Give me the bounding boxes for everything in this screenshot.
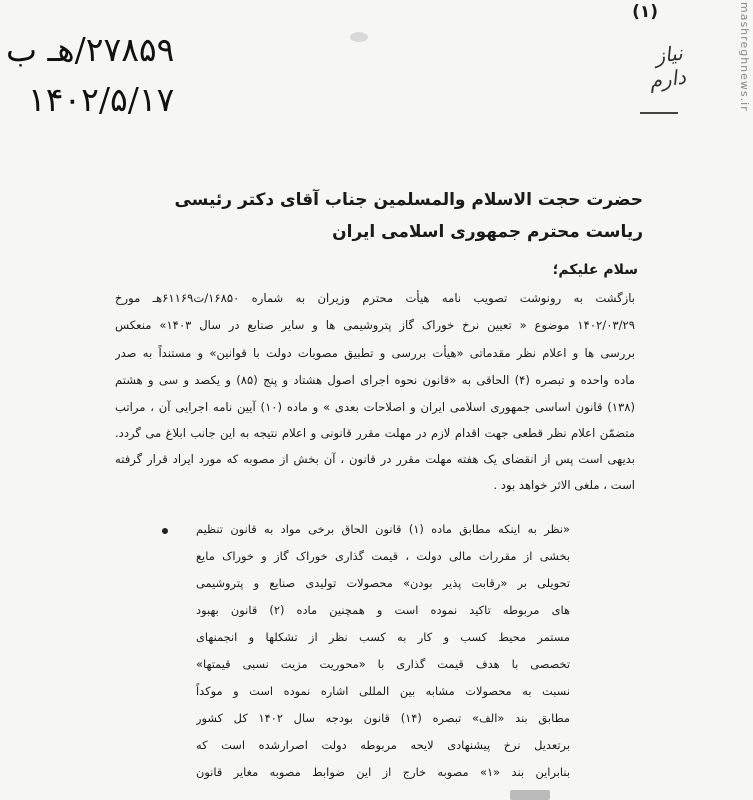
body-line: ۱۴۰۲/۰۳/۲۹ موضوع « تعیین نرخ خوراک گاز پتروشیمی ها و سایر صنایع در سال ۱۴۰۳» منعکس <box>115 318 635 332</box>
bullet-line: نسبت به محصولات مشابه بین المللی اشاره نموده است و موکداً <box>196 684 570 698</box>
stamp-underline <box>640 112 678 114</box>
body-line: است ، ملغی الاثر خواهد بود . <box>493 478 635 492</box>
handwritten-stamp: نیاز دارم <box>647 40 688 94</box>
salutation: سلام علیکم؛ <box>552 262 638 278</box>
bullet-marker <box>162 528 168 534</box>
cut-off-text-fragment <box>510 790 550 800</box>
bullet-line: بنابراین بند «۱» مصوبه خارج از این ضوابط مصوبه مغایر قانون <box>196 765 570 779</box>
addressee-line-1: حضرت حجت الاسلام والمسلمین جناب آقای دکتر رئیسی <box>174 190 643 210</box>
letter-number: ۲۷۸۵۹/هـ ب <box>6 30 175 69</box>
bullet-line: بخشی از مقررات مالی دولت ، قیمت گذاری خوراک گاز و خوراک مایع <box>196 549 570 563</box>
body-line: بازگشت به رونوشت تصویب نامه هیأت محترم وزیران به شماره ۱۶۸۵۰/ت۶۱۱۶۹هـ مورخ <box>115 291 635 305</box>
addressee-line-2: ریاست محترم جمهوری اسلامی ایران <box>332 222 643 242</box>
page-mark: (۱) <box>632 2 658 22</box>
body-line: ماده واحده و تبصره (۴) الحاقی به «قانون نحوه اجرای اصول هشتاد و پنج (۸۵) و یکصد و سی و هشتم <box>115 373 635 387</box>
letter-date: ۱۴۰۲/۵/۱۷ <box>28 80 175 119</box>
body-line: بدیهی است پس از انقضای یک هفته مهلت مقرر در قانون ، آن بخش از مصوبه که مورد ایراد قرار گرفته <box>115 452 635 466</box>
site-watermark: mashreghnews.ir <box>738 2 751 112</box>
paper-stain <box>350 32 368 42</box>
bullet-line: برتعدیل نرخ پیشنهادی لایحه مربوطه دولت اصرارشده است که <box>196 738 570 752</box>
body-line: بررسی ها و اعلام نظر مقدماتی «هیأت بررسی و تطبیق مصوبات دولت با قوانین» و مستنداً به صدر <box>115 346 635 360</box>
bullet-line: «نظر به اینکه مطابق ماده (۱) قانون الحاق برخی مواد به قانون تنظیم <box>196 522 570 536</box>
bullet-line: مطابق بند «الف» تبصره (۱۴) قانون بودجه سال ۱۴۰۲ کل کشور <box>196 711 570 725</box>
bullet-line: های مربوطه تاکید نموده است و همچنین ماده (۲) قانون بهبود <box>196 603 570 617</box>
body-line: (۱۳۸) قانون اساسی جمهوری اسلامی ایران و اصلاحات بعدی » و ماده (۱۰) آیین نامه اجرایی آن ، مراتب <box>115 400 635 414</box>
bullet-line: مستمر محیط کسب و کار به کسب نظر از تشکلها و انجمنهای <box>196 630 570 644</box>
body-line: متضمّن اعلام نظر قطعی جهت اقدام لازم در مهلت مقرر قانونی و اعلام نتیجه به این جانب ابلاغ می گردد. <box>115 426 635 440</box>
bullet-line: تخصصی با هدف قیمت گذاری با «محوریت مزیت نسبی قیمتها» <box>196 657 570 671</box>
bullet-line: تحویلی بر «رقابت پذیر بودن» محصولات تولیدی صنایع و پتروشیمی <box>196 576 570 590</box>
